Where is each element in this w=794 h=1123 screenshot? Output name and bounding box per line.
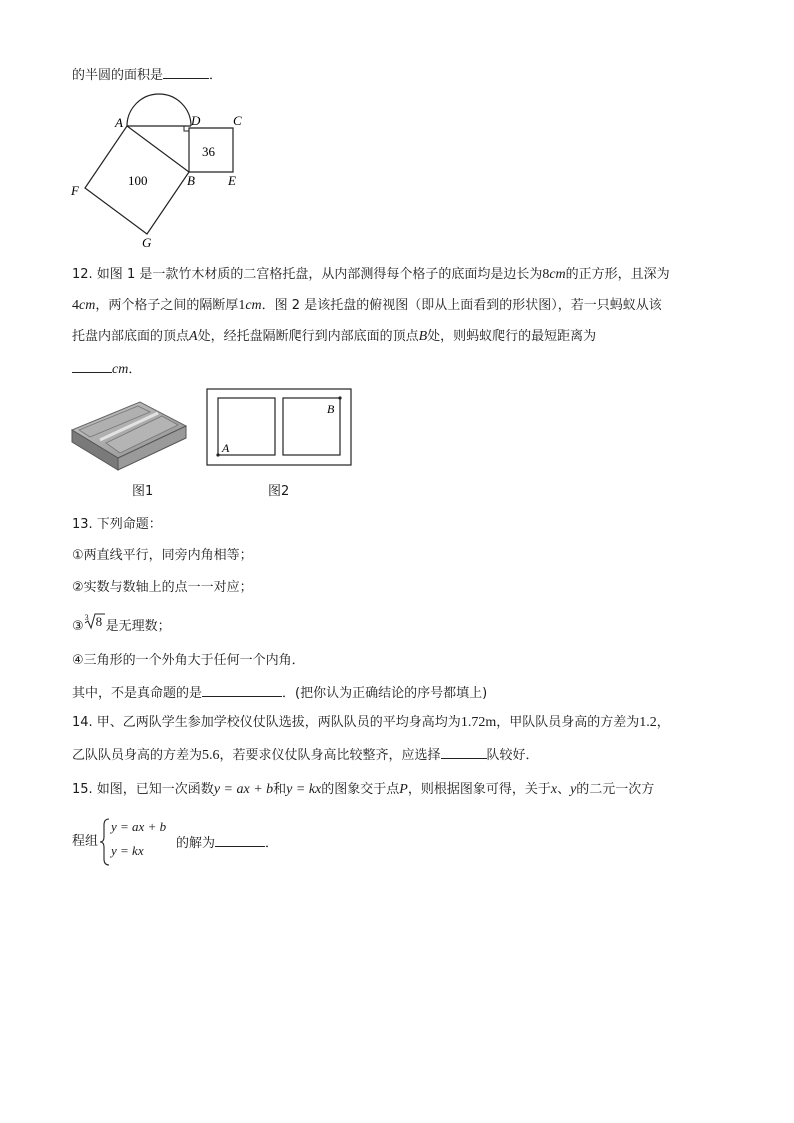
q13-answer-line <box>72 683 487 703</box>
q15-line1-b: 的图象交于点 <box>321 782 400 797</box>
q12-unit-cm: cm <box>549 267 566 282</box>
q13-item4: ④三角形的一个外角大于任何一个内角． <box>72 653 305 668</box>
q12-fig2-caption: 图2 <box>268 484 290 499</box>
q12-line3-a: 托盘内部底面的顶点 <box>72 329 190 344</box>
q12-fig1-tray <box>70 396 190 476</box>
q15-func2: y = kx <box>286 782 322 797</box>
q14-line2-b: ，若要求仪仗队身高比较整齐，应选择 <box>219 748 441 763</box>
semicircle <box>127 94 191 126</box>
q13-title: 13. 下列命题： <box>72 517 162 532</box>
q12-unit-cm-2: cm <box>79 298 96 313</box>
q14-line2-c: 队较好． <box>486 748 539 763</box>
label-a: A <box>115 115 123 130</box>
q15-sep: 、 <box>557 782 571 797</box>
q11-tail-text: 的半圆的面积是 <box>72 68 164 83</box>
label-b: B <box>187 173 195 188</box>
q12-fig2-topview <box>206 388 352 466</box>
q14-line2 <box>72 745 539 765</box>
q12-line1-text: 12. 如图 1 是一款竹木材质的二宫格托盘，从内部测得每个格子的底面均是边长为 <box>72 267 543 282</box>
q13-answer-prefix: 其中，不是真命题的是 <box>72 686 203 701</box>
q12-val-4: 4 <box>72 298 79 313</box>
q15-line1-c: ，则根据图象可得，关于 <box>407 782 551 797</box>
answer-blank-14[interactable] <box>441 745 487 759</box>
q14-val-var1: 1.2 <box>639 715 657 730</box>
answer-blank-13[interactable] <box>202 683 282 697</box>
q12-line4-end: ． <box>128 362 142 377</box>
q12-line2-end: ．图 2 是该托盘的俯视图（即从上面看到的形状图），若一只蚂蚁从该 <box>261 298 662 313</box>
q14-line1-b: ，甲队队员身高的方差为 <box>496 715 640 730</box>
q11-tail-line <box>72 65 222 85</box>
q14-line1 <box>72 714 670 732</box>
q11-figure <box>62 92 262 252</box>
area-small-label: 36 <box>202 144 215 159</box>
q15-var-y: y <box>570 782 577 797</box>
q14-val-var2: 5.6 <box>202 748 220 763</box>
q15-line2-b: 的解为 <box>176 836 216 851</box>
q14-val-height: 1.72m <box>460 715 497 730</box>
q13-answer-suffix: ．(把你认为正确结论的序号都填上) <box>282 686 488 701</box>
label-c: C <box>233 113 242 128</box>
q12-val-1: 1 <box>238 298 246 313</box>
q13-item2: ②实数与数轴上的点一一对应； <box>72 580 253 595</box>
q15-func1: y = ax + b <box>213 782 274 797</box>
q15-line1 <box>72 781 654 799</box>
q14-line2-a: 乙队队员身高的方差为 <box>72 748 203 763</box>
q13-item3-suffix: 是无理数； <box>105 619 171 634</box>
q11-tail-end: ． <box>209 68 223 83</box>
q12-line1 <box>72 266 670 284</box>
q12-line2 <box>72 297 662 315</box>
area-large-label: 100 <box>128 173 148 188</box>
label-e: E <box>228 173 236 188</box>
fig2-label-a: A <box>222 441 230 455</box>
right-angle-mark <box>184 126 189 131</box>
cube-root-icon <box>84 612 106 630</box>
q12-line3 <box>72 328 596 346</box>
q13-item3-prefix: ③ <box>72 619 84 634</box>
q15-line2-rest <box>176 833 278 853</box>
q12-line2-mid: ，两个格子之间的隔断厚 <box>95 298 239 313</box>
q12-fig1-caption: 图1 <box>132 484 154 499</box>
q12-line3-c: 处，则蚂蚁爬行的最短距离为 <box>427 329 597 344</box>
q13-item3 <box>72 612 171 636</box>
q12-point-a: A <box>189 329 198 344</box>
q15-line1-a: 15. 如图，已知一次函数 <box>72 782 214 797</box>
root-index: 3 <box>84 613 89 622</box>
answer-blank-15[interactable] <box>215 833 265 847</box>
q12-point-b: B <box>418 329 428 344</box>
q12-unit-cm-4: cm <box>112 362 129 377</box>
label-g: G <box>142 235 152 250</box>
label-f: F <box>71 183 79 198</box>
label-d: D <box>191 113 201 128</box>
q15-line1-and: 和 <box>273 782 287 797</box>
q14-line1-a: 14. 甲、乙两队学生参加学校仪仗队选拔，两队队员的平均身高均为 <box>72 715 461 730</box>
q12-line1-end: 的正方形，且深为 <box>565 267 670 282</box>
answer-blank-11[interactable] <box>163 65 209 79</box>
system-brace-icon <box>100 818 110 866</box>
q13-item1: ①两直线平行，同旁内角相等； <box>72 548 253 563</box>
q15-line1-d: 的二元一次方 <box>576 782 655 797</box>
answer-blank-12[interactable] <box>72 359 112 373</box>
q12-line4 <box>72 359 141 379</box>
fig2-label-b: B <box>327 402 335 416</box>
q15-var-x: x <box>550 782 558 797</box>
q15-system-eq2: y = kx <box>111 843 144 858</box>
q15-line2-end: ． <box>265 836 279 851</box>
q15-point-p: P <box>399 782 408 797</box>
q14-line1-c: ， <box>656 715 670 730</box>
q12-val-8: 8 <box>542 267 550 282</box>
q12-unit-cm-3: cm <box>245 298 262 313</box>
q15-system-eq1: y = ax + b <box>111 819 167 834</box>
root-radicand: 8 <box>95 614 103 629</box>
q12-line3-b: 处，经托盘隔断爬行到内部底面的顶点 <box>197 329 419 344</box>
q15-line2-a: 程组 <box>72 834 99 849</box>
